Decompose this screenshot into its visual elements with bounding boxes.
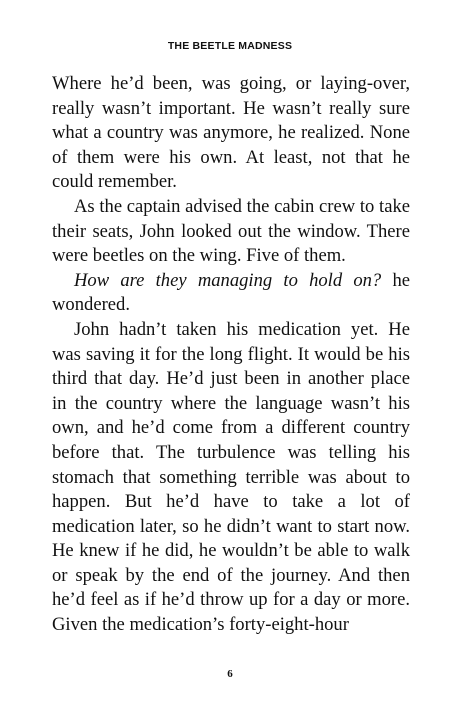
paragraph-2: As the captain advised the cabin crew to take their seats, John looked out the window. There were beetles on the wing. Five of them. [52,195,410,267]
paragraph-1: Where he’d been, was going, or laying-over, really wasn’t important. He wasn’t really sure what a country was anymore, he realized. None of them were his own. At least, not that he could remember. [52,73,410,193]
body-text [52,72,410,638]
page-number: 6 [227,668,233,680]
paragraph-3 [52,269,410,318]
italic-thought: How are they managing to hold on? [74,269,382,291]
thought-tag: he wondered. [52,269,410,316]
running-head-title: THE BEETLE MADNESS [167,40,293,52]
paragraph-4: John hadn’t taken his medication yet. He was saving it for the long flight. It would be his third that day. He’d just been in another place in the country where the language wasn’t his own, and he’d come from a different country before that. The turbulence was telling his stomach that something terrible was about to happen. But he’d have to take a lot of medication later, so he didn’t want to start now. He knew if he did, he wouldn’t be able to walk or speak by the end of the journey. And then he’d feel as if he’d throw up for a day or more. Given the medication’s forty-eight-hour [52,318,410,636]
